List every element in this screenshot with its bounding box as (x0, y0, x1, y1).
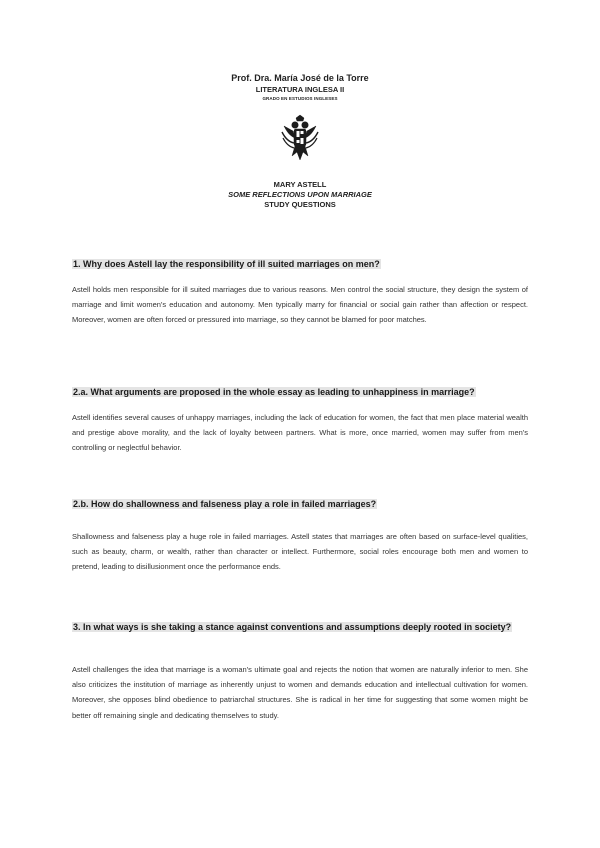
question-heading (72, 620, 528, 634)
study-questions-label: STUDY QUESTIONS (264, 200, 336, 209)
question-text: 2.b. How do shallowness and falseness play a role in failed marriages? (73, 499, 377, 509)
answer-paragraph: Astell challenges the idea that marriage is a woman's ultimate goal and rejects the notion that women are naturally inferior to men. She also criticizes the institution of marriage as inherently unjust to women and demands education and intellectual cultivation for women. Moreover, she opposes blind obedience to patriarchal structures. She is radical in her time for suggesting that some women might be better off remaining single and dedicating themselves to study. (72, 665, 528, 720)
professor-name: Prof. Dra. María José de la Torre (231, 73, 369, 83)
answer-paragraph: Shallowness and falseness play a huge role in failed marriages. Astell states that marriages are often based on surface-level qualities, such as beauty, charm, or wealth, rather than character or intellect. Furthermore, social roles encourage both men and women to pretend, leading to disillusionment once the performance ends. (72, 532, 528, 572)
subject-name: LITERATURA INGLESA II (255, 85, 345, 94)
question-text: 2.a. What arguments are proposed in the whole essay as leading to unhappiness in marriage? (73, 387, 475, 397)
author-name: MARY ASTELL (273, 180, 327, 189)
answer-paragraph: Astell identifies several causes of unhappy marriages, including the lack of education for women, the fact that men place material wealth and prestige above morality, and the lack of loyalty between partners. What is more, once married, women may suffer from men's controlling or neglectful behavior. (72, 413, 528, 453)
question-heading (72, 385, 528, 399)
answer-paragraph: Astell holds men responsible for ill suited marriages due to various reasons. Men control the social structure, they design the system of marriage and limit women's education and autonomy. Men typically marry for financial or social gain rather than affection or respect. Moreover, women are often forced or pressured into marriage, so they cannot be blamed for poor matches. (72, 285, 528, 325)
question-text: 3. In what ways is she taking a stance against conventions and assumptions deeply rooted in society? (73, 622, 512, 632)
question-heading (72, 257, 528, 271)
work-info (0, 180, 600, 210)
work-title: SOME REFLECTIONS UPON MARRIAGE (228, 190, 372, 199)
university-eagle-seal-icon (281, 114, 319, 162)
document-header (0, 72, 600, 103)
question-heading (72, 497, 528, 511)
degree-name: GRADO EN ESTUDIOS INGLESES (262, 96, 338, 101)
question-text: 1. Why does Astell lay the responsibility of ill suited marriages on men? (73, 259, 380, 269)
